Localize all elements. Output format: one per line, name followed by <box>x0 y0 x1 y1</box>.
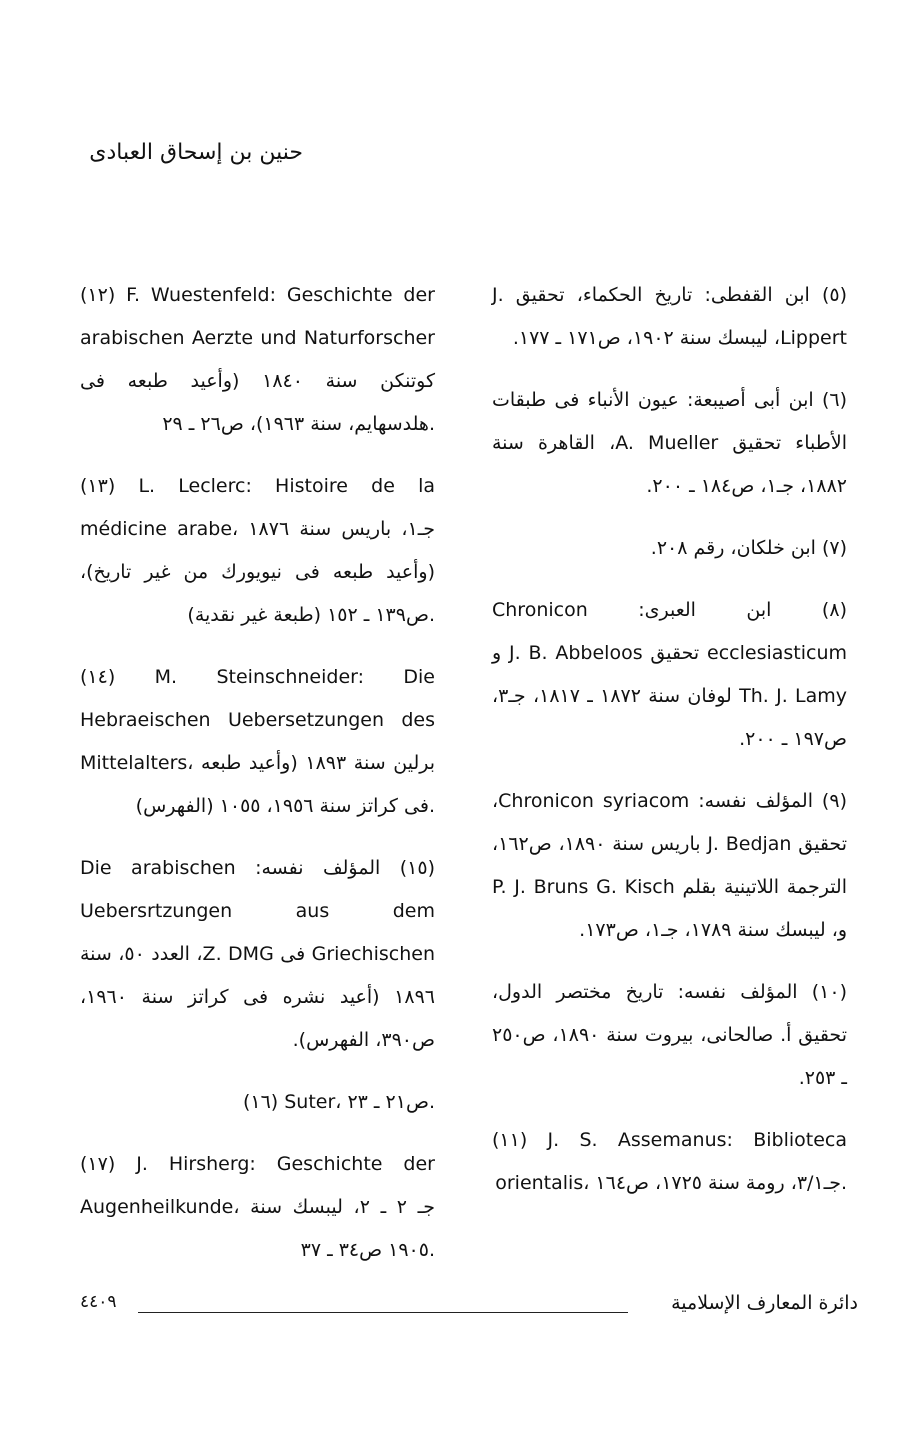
reference-entry: (٨) ابن العبرى: Chronicon ecclesiasticum تحقيق J. B. Abbeloos و Th. J. Lamy لوفان سنة ١٨٧٢ ـ ١٨١٧، جـ٣، ص١٩٧ ـ ٢٠٠. <box>492 599 848 750</box>
reference-entry: (٧) ابن خلكان، رقم ٢٠٨. <box>650 537 847 559</box>
footer-publication-title: دائرة المعارف الإسلامية <box>671 1292 858 1314</box>
reference-entry: (١٧) J. Hirsherg: Geschichte der Augenheilkunde، جـ ٢ ـ ٢، ليبسك سنة ١٩٠٥ ص٣٤ ـ ٣٧. <box>80 1153 435 1261</box>
reference-entry: (١١) J. S. Assemanus: Biblioteca orientalis، جـ٣/١، رومة سنة ١٧٢٥، ص١٦٤. <box>492 1129 847 1194</box>
page-number: ٤٤٠٩ <box>80 1292 117 1312</box>
reference-entry: (١٠) المؤلف نفسه: تاريخ مختصر الدول، تحقيق أ. صالحانى، بيروت سنة ١٨٩٠، ص٢٥٠ ـ ٢٥٣. <box>492 981 847 1089</box>
reference-entry: (١٢) F. Wuestenfeld: Geschichte der arabischen Aerzte und Naturforscher كوتنكن سنة ١٨٤٠ (وأعيد طبعه فى هلدسهايم، سنة ١٩٦٣)، ص٢٦ ـ ٢٩. <box>80 284 435 435</box>
reference-entry: (٦) ابن أبى أصيبعة: عيون الأنباء فى طبقات الأطباء تحقيق A. Mueller، القاهرة سنة ١٨٨٢، جـ١، ص١٨٤ ـ ٢٠٠. <box>492 389 847 497</box>
reference-entry: (٥) ابن القفطى: تاريخ الحكماء، تحقيق J. Lippert، ليبسك سنة ١٩٠٢، ص١٧١ ـ ١٧٧. <box>492 284 847 349</box>
reference-entry: (١٤) M. Steinschneider: Die Hebraeischen Uebersetzungen des Mittelalters، برلين سنة ١٨٩٣ (وأعيد طبعه فى كراتز سنة ١٩٥٦، ١٠٥٥ (الفهرس). <box>80 666 435 817</box>
reference-entry: (١٥) المؤلف نفسه: Die arabischen Uebersrtzungen aus dem Griechischen فى Z. DMG، العدد ٥٠، سنة ١٨٩٦ (أعيد نشره فى كراتز سنة ١٩٦٠، ص٣٩٠، الفهرس). <box>80 857 435 1051</box>
page-footer <box>80 1292 858 1332</box>
reference-entry: (١٦) Suter، ص٢١ ـ ٢٣. <box>242 1091 435 1113</box>
reference-entry: (١٣) L. Leclerc: Histoire de la médicine arabe، جـ١، باريس سنة ١٨٧٦ (وأعيد طبعه فى نيويورك من غير تاريخ)، ص١٣٩ ـ ١٥٢ (طبعة غير نقدية). <box>80 475 435 626</box>
right-column <box>492 255 847 1217</box>
page-header-title: حنين بن إسحاق العبادى <box>89 140 303 165</box>
left-column <box>80 255 435 1284</box>
reference-entry: (٩) المؤلف نفسه: Chronicon syriacom، تحقيق J. Bedjan باريس سنة ١٨٩٠، ص١٦٢، الترجمة اللاتينية بقلم P. J. Bruns G. Kisch و، ليبسك سنة ١٧٨٩، جـ١، ص١٧٣. <box>492 790 847 941</box>
footer-divider <box>138 1312 628 1313</box>
